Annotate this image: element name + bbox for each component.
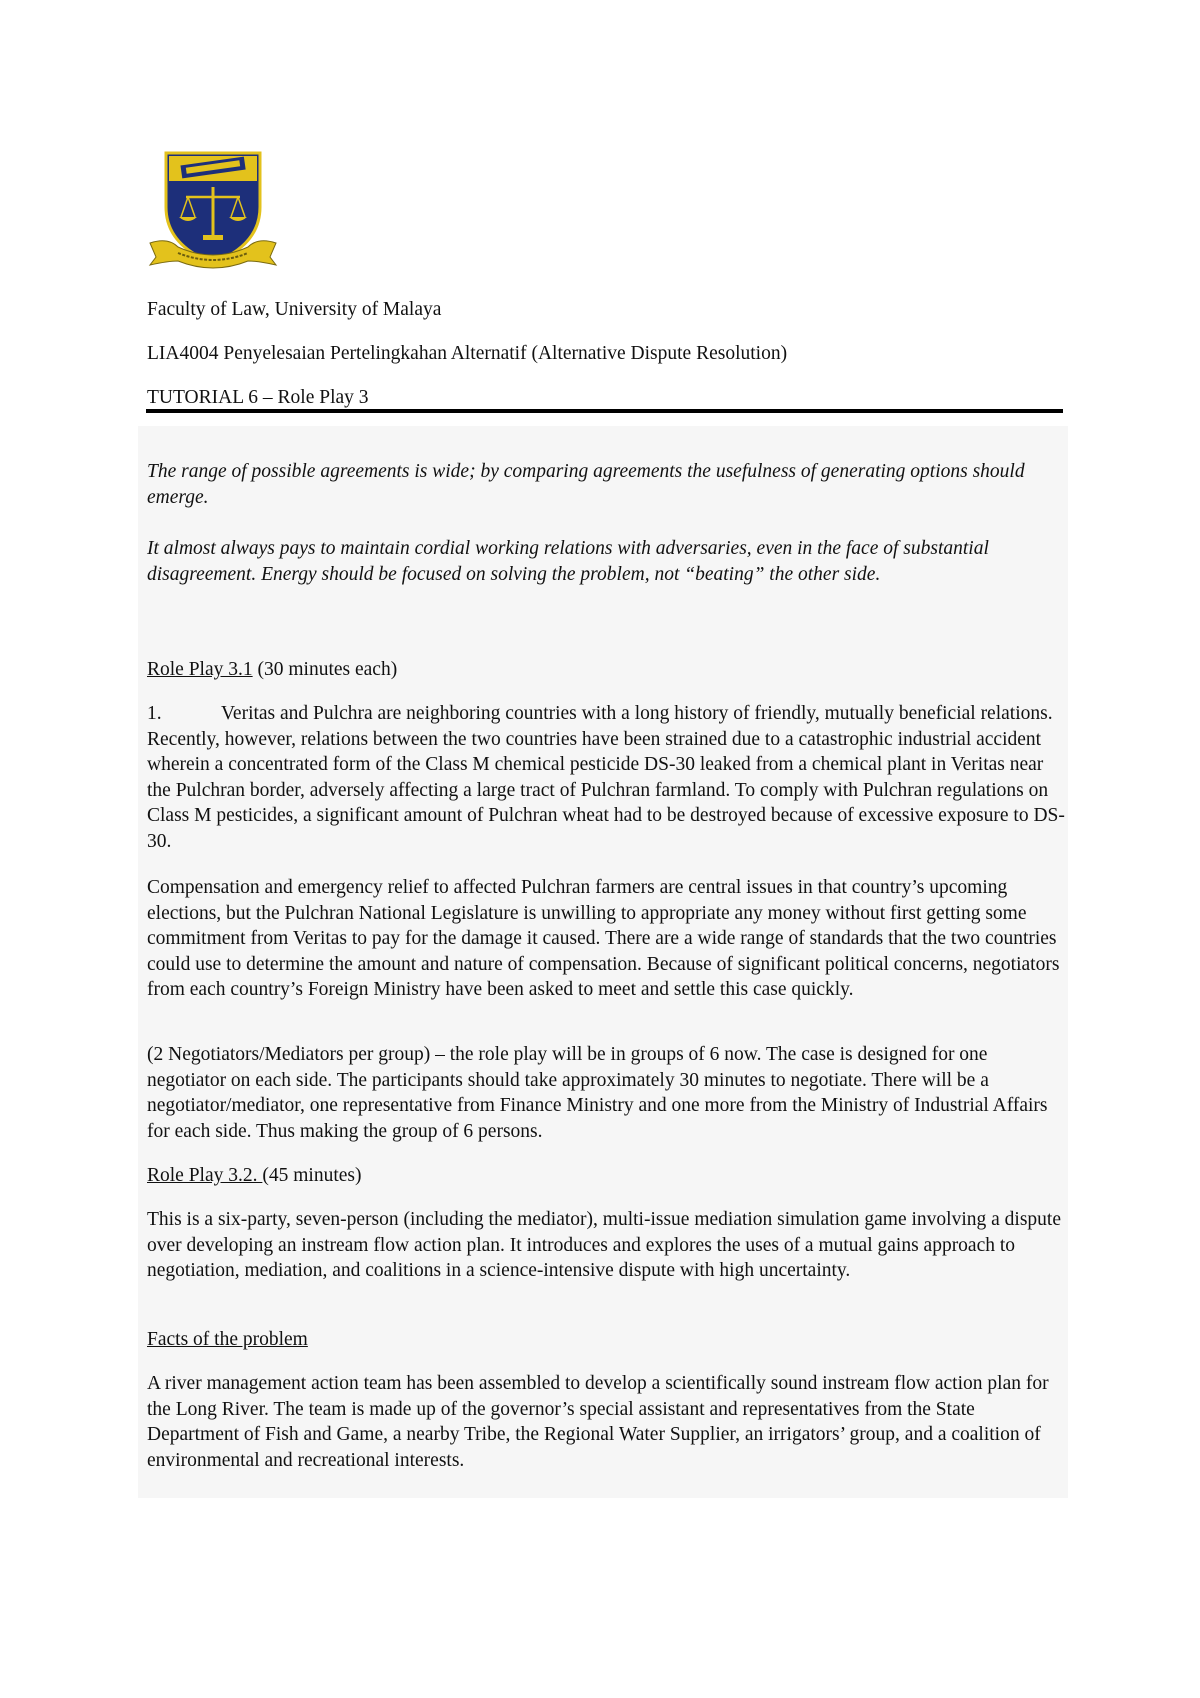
tutorial-title: TUTORIAL 6 – Role Play 3 (147, 387, 369, 408)
role-play-1-paragraph-1 (147, 701, 1067, 854)
intro-paragraph-2: It almost always pays to maintain cordial working relations with adversaries, even in the face of substantial disagreement. Energy should be focused on solving the problem, not “beating” the other side. (147, 538, 989, 585)
role-play-1-duration: (30 minutes each) (252, 659, 398, 680)
university-crest-logo (148, 145, 278, 273)
list-item-text: Veritas and Pulchra are neighboring countries with a long history of friendly, mutually beneficial relations. Recently, however, relations between the two countries have been strained due to a catastrophic industrial accident wherein a concentrated form of the Class M chemical pesticide DS-30 leaked from a chemical plant in Veritas near the Pulchran border, adversely affecting a large tract of Pulchran farmland. To comply with Pulchran regulations on Class M pesticides, a significant amount of Pulchran wheat had to be destroyed because of excessive exposure to DS-30. (147, 703, 1065, 852)
role-play-1-heading-link: Role Play 3.1 (147, 659, 253, 680)
role-play-2-heading-link: Role Play 3.2. (147, 1165, 263, 1186)
intro-paragraph-1: The range of possible agreements is wide; by comparing agreements the usefulness of generating options should emerge. (147, 461, 1025, 508)
header-divider (146, 409, 1063, 413)
role-play-1-paragraph-2: Compensation and emergency relief to affected Pulchran farmers are central issues in that country’s upcoming elections, but the Pulchran National Legislature is unwilling to appropriate any money without first getting some commitment from Veritas to pay for the damage it caused. There are a wide range of standards that the two countries could use to determine the amount and nature of compensation. Because of significant political concerns, negotiators from each country’s Foreign Ministry have been asked to meet and settle this case quickly. (147, 877, 1060, 1000)
list-item-number: 1. (147, 703, 162, 724)
facts-heading: Facts of the problem (147, 1329, 308, 1350)
course-title: LIA4004 Penyelesaian Pertelingkahan Alternatif (Alternative Dispute Resolution) (147, 343, 788, 364)
role-play-2-duration: (45 minutes) (262, 1165, 362, 1186)
role-play-2-paragraph-1: This is a six-party, seven-person (including the mediator), multi-issue mediation simulation game involving a dispute over developing an instream flow action plan. It introduces and explores the uses of a mutual gains approach to negotiation, mediation, and coalitions in a science-intensive dispute with high uncertainty. (147, 1209, 1061, 1281)
role-play-1-paragraph-3: (2 Negotiators/Mediators per group) – the role play will be in groups of 6 now. The case is designed for one negotiator on each side. The participants should take approximately 30 minutes to negotiate. There will be a negotiator/mediator, one representative from Finance Ministry and one more from the Ministry of Industrial Affairs for each side. Thus making the group of 6 persons. (147, 1044, 1048, 1142)
role-play-2-heading (147, 1163, 1067, 1189)
facts-paragraph: A river management action team has been assembled to develop a scientifically sound instream flow action plan for the Long River. The team is made up of the governor’s special assistant and representatives from the State Department of Fish and Game, a nearby Tribe, the Regional Water Supplier, an irrigators’ group, and a coalition of environmental and recreational interests. (147, 1373, 1049, 1471)
role-play-1-heading (147, 657, 1067, 683)
faculty-name: Faculty of Law, University of Malaya (147, 299, 442, 320)
